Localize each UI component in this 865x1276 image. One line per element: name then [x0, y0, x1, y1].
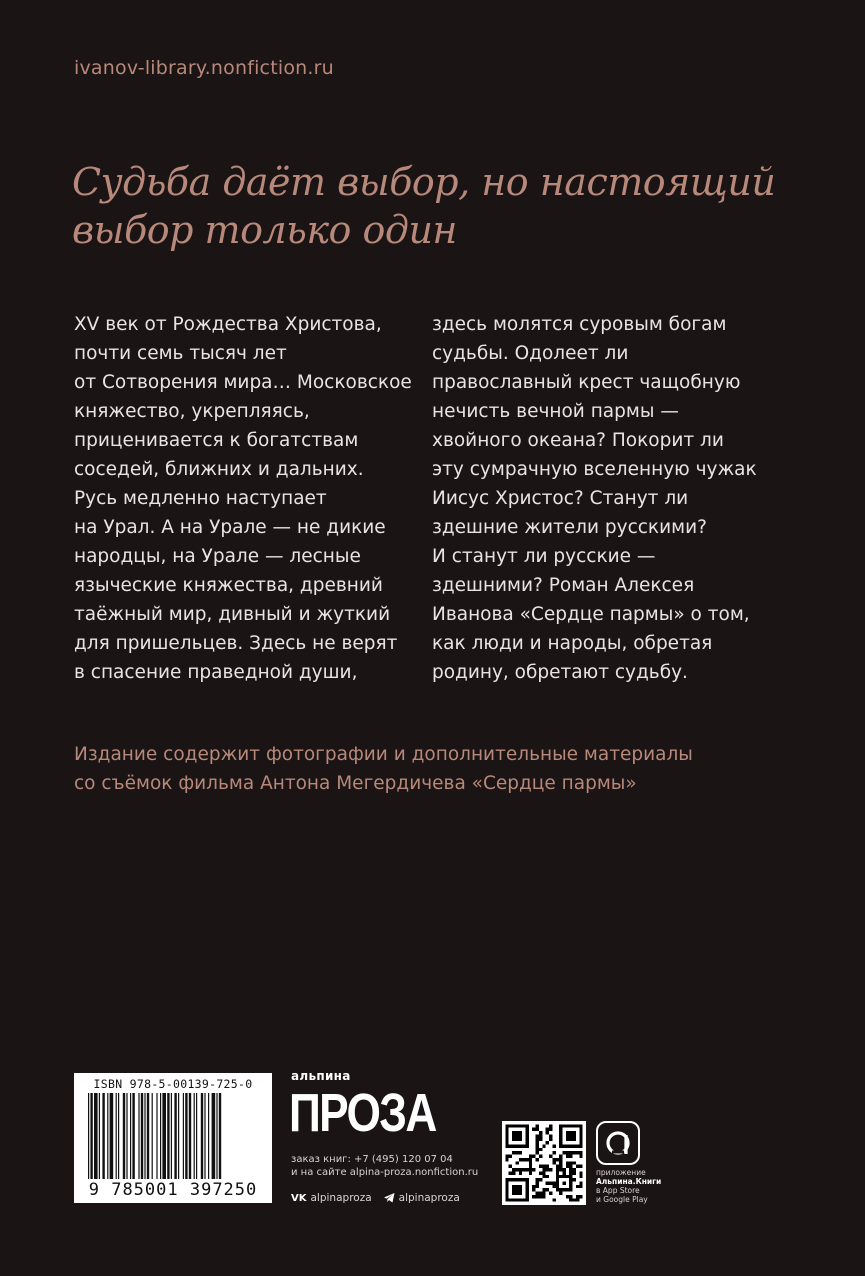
edition-note	[74, 740, 693, 798]
qr-code	[502, 1121, 586, 1205]
description-line: для пришельцев. Здесь не верят	[74, 633, 398, 654]
description-line: почти семь тысяч лет	[74, 343, 287, 364]
description-line: народцы, на Урале — лесные	[74, 546, 361, 567]
telegram-handle: alpinaproza	[398, 1192, 460, 1204]
description-line: княжество, укрепляясь,	[74, 401, 310, 422]
vk-icon: VK	[291, 1192, 307, 1204]
site-url: ivanov-library.nonfiction.ru	[74, 57, 334, 79]
vk-handle: alpinaproza	[310, 1192, 372, 1204]
description-line: от Сотворения мира… Московское	[74, 372, 412, 393]
description-line: XV век от Рождества Христова,	[74, 314, 382, 335]
edition-note-line-1: Издание содержит фотографии и дополнительные материалы	[74, 744, 693, 765]
order-phone: заказ книг: +7 (495) 120 07 04	[291, 1154, 453, 1165]
app-promo-line-3: в App Store	[596, 1186, 640, 1195]
isbn-barcode	[74, 1073, 272, 1203]
barcode-bars	[88, 1093, 264, 1179]
description-line: И станут ли русские —	[432, 546, 656, 567]
description-line: на Урал. А на Урале — не дикие	[74, 517, 386, 538]
description-line: Иванова «Сердце пармы» о том,	[432, 604, 750, 625]
order-info	[291, 1153, 478, 1179]
tagline-line-2: выбор только один	[72, 208, 457, 252]
app-promo-line-2: Альпина.Книги	[596, 1177, 662, 1186]
tagline	[72, 158, 832, 254]
description-line: как люди и народы, обретая	[432, 633, 713, 654]
app-promo-line-4: и Google Play	[596, 1195, 648, 1204]
description-line: здесь молятся суровым богам	[432, 314, 727, 335]
telegram-icon	[384, 1193, 395, 1203]
description-line: судьбы. Одолеет ли	[432, 343, 629, 364]
app-promo	[596, 1168, 661, 1204]
alpina-app-icon	[596, 1121, 640, 1165]
description-line: хвойного океана? Покорит ли	[432, 430, 724, 451]
description-line: православный крест чащобную	[432, 372, 741, 393]
order-site: и на сайте alpina-proza.nonfiction.ru	[291, 1167, 479, 1178]
description-line: нечисть вечной пармы —	[432, 401, 679, 422]
description-line: прицениваетcя к богатствам	[74, 430, 359, 451]
alpina-logo-icon	[598, 1123, 638, 1163]
description-line: таёжный мир, дивный и жуткий	[74, 604, 391, 625]
description-line: эту сумрачную вселенную чужак	[432, 459, 757, 480]
description-line: здешними? Роман Алексея	[432, 575, 695, 596]
description-line: Русь медленно наступает	[74, 488, 327, 509]
description-line: языческие княжества, древний	[74, 575, 383, 596]
description-line: в спасение праведной души,	[74, 662, 358, 683]
isbn-label: ISBN 978-5-00139-725-0	[93, 1077, 253, 1091]
telegram-link[interactable]	[384, 1192, 460, 1204]
description-right-column	[432, 310, 757, 687]
vk-link[interactable]	[291, 1192, 372, 1204]
social-links	[291, 1192, 460, 1204]
app-promo-line-1: приложение	[596, 1168, 646, 1177]
publisher-logo: ПРОЗА	[289, 1083, 436, 1143]
publisher-small-name: альпина	[291, 1069, 351, 1083]
description-left-column	[74, 310, 412, 687]
description-line: соседей, ближних и дальних.	[74, 459, 364, 480]
edition-note-line-2: со съёмок фильма Антона Мегердичева «Сердце пармы»	[74, 773, 637, 794]
description-line: здешние жители русскими?	[432, 517, 707, 538]
isbn-digits: 9 785001 397250	[88, 1180, 258, 1200]
description-line: Иисус Христос? Станут ли	[432, 488, 689, 509]
tagline-line-1: Судьба даёт выбор, но настоящий	[72, 160, 776, 204]
description-line: родину, обретают судьбу.	[432, 662, 688, 683]
